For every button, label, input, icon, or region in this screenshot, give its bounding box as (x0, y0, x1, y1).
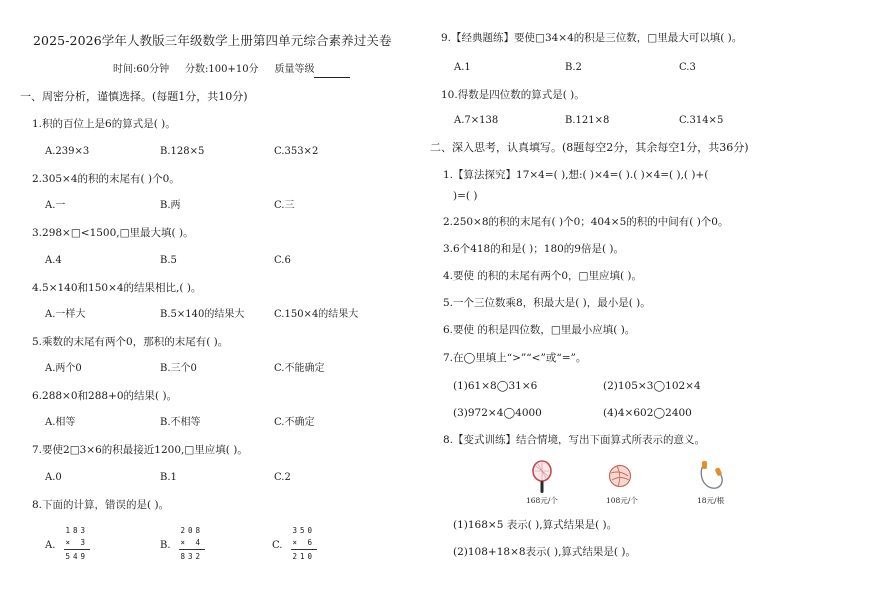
q3-stem: 3.298×□<1500,□里最大填( )。 (32, 227, 194, 239)
q8-option-c-calc (285, 526, 315, 566)
q9-option-b: B.2 (565, 62, 582, 73)
q6-option-a: A.相等 (45, 417, 76, 428)
fill-q8: 8.【变式训练】结合情境，写出下面算式所表示的意义。 (443, 434, 706, 446)
q2-option-c: C.三 (274, 200, 295, 211)
volleyball-icon (608, 464, 632, 488)
grade-label: 质量等级 (274, 64, 315, 75)
fill-q1-line2: )=( ) (453, 190, 478, 202)
q8-c-mid: × 6 (292, 538, 315, 547)
q10-stem: 10.得数是四位数的算式是( )。 (441, 89, 585, 101)
fill-q7-item1: (1)61×8◯31×6 (453, 380, 538, 392)
q8-b-mid: × 4 (180, 538, 203, 547)
q2-option-b: B.两 (160, 200, 181, 211)
q8-a-top: 183 (65, 526, 88, 535)
q8-option-a-calc (58, 526, 88, 566)
badminton-racket-icon (529, 460, 555, 494)
q6-option-c: C.不确定 (274, 417, 315, 428)
q5-option-b: B.三个0 (160, 363, 197, 374)
q8-b-top: 208 (180, 526, 203, 535)
q3-option-b: B.5 (160, 255, 177, 266)
q8-option-a-label: A. (45, 540, 56, 551)
fill-q8-item1: (1)168×5 表示( ),算式结果是( )。 (453, 519, 618, 531)
q7-option-b: B.1 (160, 472, 177, 483)
q8-b-result: 832 (180, 552, 203, 561)
q7-stem: 7.要使2□3×6的积最接近1200,□里应填( )。 (32, 444, 248, 456)
fill-q6: 6.要使 的积是四位数，□里最小应填( )。 (443, 324, 636, 336)
q5-option-a: A.两个0 (45, 363, 82, 374)
q9-option-a: A.1 (454, 62, 471, 73)
q4-option-a: A.一样大 (45, 309, 86, 320)
q9-stem: 9.【经典题练】要使□34×4的积是三位数，□里最大可以填( )。 (441, 32, 743, 44)
q5-option-c: C.不能确定 (274, 363, 325, 374)
q8-a-rule (64, 549, 90, 550)
q10-option-c: C.314×5 (679, 115, 724, 126)
q7-option-c: C.2 (274, 472, 291, 483)
q8-b-rule (179, 549, 205, 550)
q4-option-b: B.5×140的结果大 (160, 309, 245, 320)
q1-option-c: C.353×2 (274, 146, 319, 157)
fill-q3: 3.6个418的和是( )；180的9倍是( )。 (443, 243, 625, 255)
q6-option-b: B.不相等 (160, 417, 201, 428)
price-jump-rope: 18元/根 (697, 496, 725, 505)
q1-option-a: A.239×3 (45, 146, 90, 157)
q8-a-mid: × 3 (65, 538, 88, 547)
q8-c-result: 210 (292, 552, 315, 561)
grade-blank (314, 63, 350, 78)
exam-meta (113, 63, 350, 78)
q7-option-a: A.0 (45, 472, 62, 483)
score-label: 分数:100+10分 (185, 64, 259, 75)
fill-q1-line1: 1.【算法探究】17×4=( ),想:( )×4=( ).( )×4=( ),( )+( (443, 169, 709, 181)
q4-stem: 4.5×140和150×4的结果相比,( )。 (32, 282, 202, 294)
right-column (430, 0, 870, 615)
section1-heading: 一、周密分析，谨慎选择。(每题1分，共10分) (20, 90, 248, 103)
q8-option-c-label: C. (272, 540, 283, 551)
q8-option-b-calc (173, 526, 203, 566)
fill-q4: 4.要使 的积的末尾有两个0，□里应填( )。 (443, 270, 642, 282)
fill-q7-item4: (4)4×602◯2400 (603, 407, 692, 419)
q6-stem: 6.288×0和288+0的结果( )。 (32, 390, 178, 402)
q4-option-c: C.150×4的结果大 (274, 309, 359, 320)
q8-c-top: 350 (292, 526, 315, 535)
q1-stem: 1.积的百位上是6的算式是( )。 (32, 118, 176, 130)
price-volleyball: 108元/个 (606, 496, 638, 505)
fill-q7: 7.在◯里填上“>”“<”或“=”。 (443, 352, 587, 364)
fill-q7-item2: (2)105×3◯102×4 (603, 380, 701, 392)
q8-stem: 8.下面的计算，错误的是( )。 (32, 499, 170, 511)
price-racket: 168元/个 (526, 496, 558, 505)
jump-rope-icon (698, 460, 726, 494)
fill-q2: 2.250×8的积的末尾有( )个0；404×5的积的中间有( )个0。 (443, 216, 729, 228)
q8-a-result: 549 (65, 552, 88, 561)
q9-option-c: C.3 (679, 62, 696, 73)
q2-stem: 2.305×4的积的末尾有( )个0。 (32, 173, 180, 185)
fill-q7-item3: (3)972×4◯4000 (453, 407, 542, 419)
q10-option-a: A.7×138 (454, 115, 499, 126)
q1-option-b: B.128×5 (160, 146, 205, 157)
time-label: 时间:60分钟 (113, 64, 170, 75)
q2-option-a: A.一 (45, 200, 66, 211)
section2-heading: 二、深入思考，认真填写。(8题每空2分，其余每空1分，共36分) (430, 141, 749, 154)
fill-q8-item2: (2)108+18×8表示( ),算式结果是( )。 (453, 546, 636, 558)
q3-option-c: C.6 (274, 255, 291, 266)
q10-option-b: B.121×8 (565, 115, 610, 126)
page-title: 2025-2026学年人教版三年级数学上册第四单元综合素养过关卷 (33, 33, 392, 48)
q3-option-a: A.4 (45, 255, 62, 266)
q8-option-b-label: B. (160, 540, 171, 551)
q8-c-rule (291, 549, 317, 550)
fill-q5: 5.一个三位数乘8，积最大是( )，最小是( )。 (443, 297, 651, 309)
q5-stem: 5.乘数的末尾有两个0，那积的末尾有( )。 (32, 336, 229, 348)
